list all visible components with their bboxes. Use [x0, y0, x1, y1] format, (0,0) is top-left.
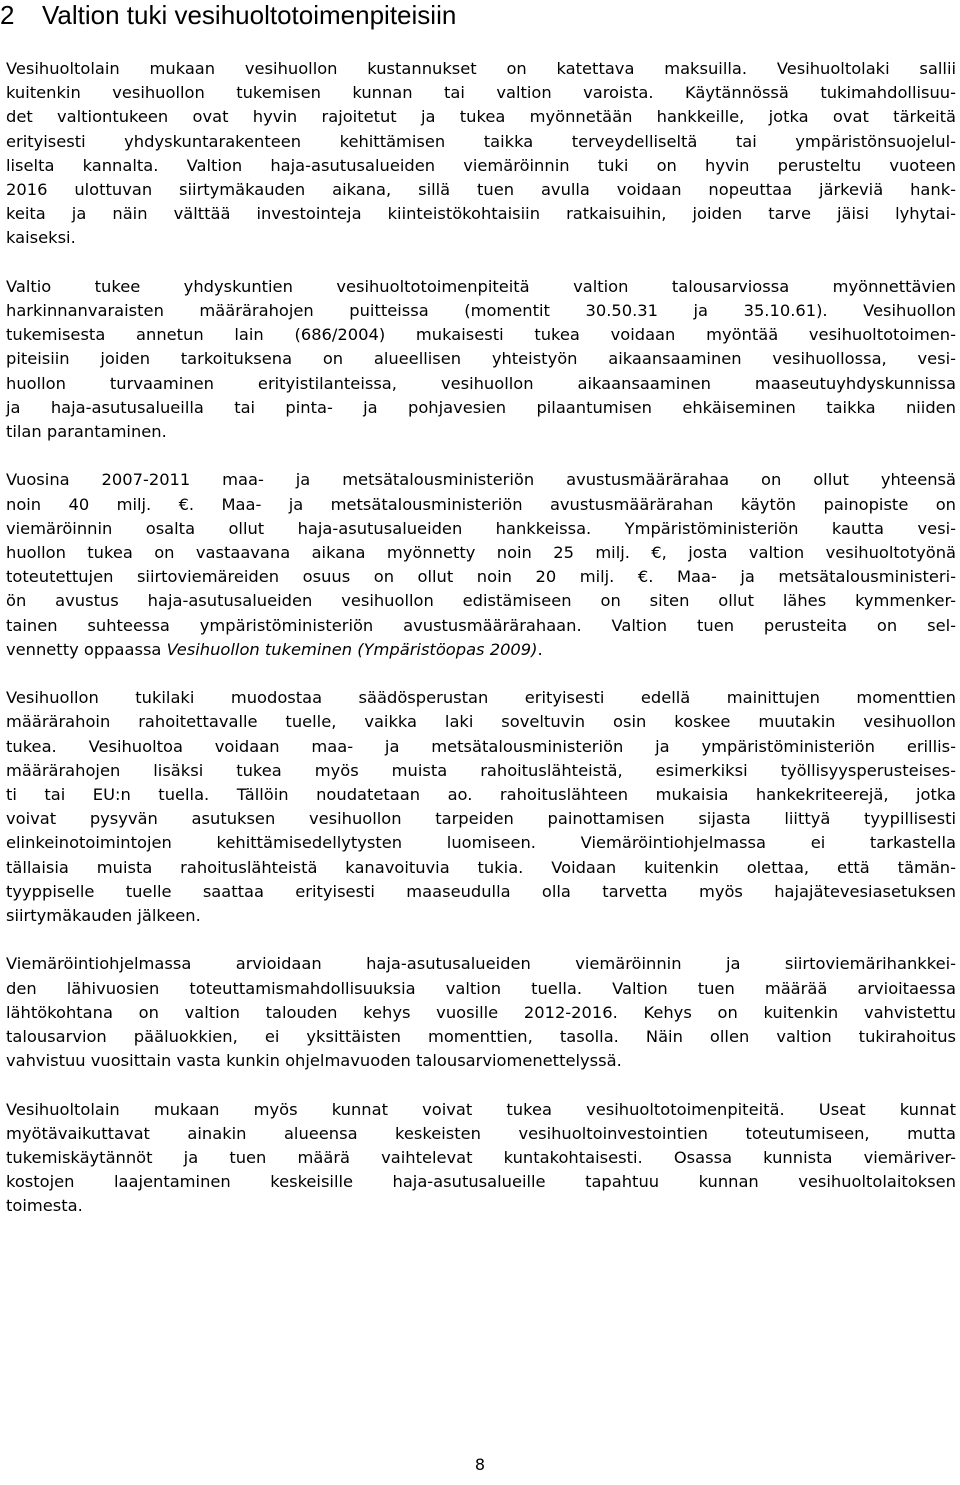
text-line: Valtio tukee yhdyskuntien vesihuoltotoimenpiteitä valtion talousarviossa myönnettävien	[6, 276, 956, 296]
paragraph-3	[6, 468, 956, 662]
text-line: huollon tukea on vastaavana aikana myönnetty noin 25 milj. €, josta valtion vesihuoltotyönä	[6, 543, 956, 563]
text-line: ön avustus haja-asutusalueiden vesihuollon edistämiseen on siten ollut lähes kymmenker-	[6, 591, 956, 611]
text-line: talousarvion pääluokkien, ei yksittäisten momenttien, tasolla. Näin ollen valtion tukirahoitus	[6, 1027, 956, 1047]
text-line: siirtymäkauden jälkeen.	[6, 906, 201, 926]
paragraph-5	[6, 952, 956, 1073]
text-line: Viemäröintiohjelmassa arvioidaan haja-asutusalueiden viemäröinnin ja siirtoviemärihankkei-	[6, 954, 956, 974]
publication-title: Vesihuollon tukeminen (Ympäristöopas 2009)	[166, 639, 538, 659]
text-line: lähtökohtana on valtion talouden kehys vuosille 2012-2016. Kehys on kuitenkin vahvistettu	[6, 1002, 956, 1022]
text-line: tainen suhteessa ympäristöministeriön avustusmäärärahaan. Valtion tuen perusteita on sel-	[6, 615, 956, 635]
text-line: kuitenkin vesihuollon tukemisen kunnan tai valtion varoista. Käytännössä tukimahdollisuu-	[6, 83, 956, 103]
text-line: Vesihuoltolain mukaan myös kunnat voivat tukea vesihuoltotoimenpiteitä. Useat kunnat	[6, 1099, 956, 1119]
text-line: määrärahojen lisäksi tukea myös muista rahoituslähteistä, esimerkiksi työllisyysperusteises-	[6, 760, 956, 780]
text-line: piteisiin joiden tarkoituksena on alueellisen yhteistyön aikaansaaminen vesihuollossa, vesi-	[6, 349, 956, 369]
text-line: tällaisia muista rahoituslähteistä kanavoituvia tukia. Voidaan kuitenkin olettaa, että tämän-	[6, 857, 956, 877]
paragraph-6	[6, 1098, 956, 1219]
text-segment: .	[537, 639, 543, 659]
text-line: Vesihuollon tukilaki muodostaa säädösperustan erityisesti edellä mainittujen momenttien	[6, 688, 956, 708]
text-line: myötävaikuttavat ainakin alueensa keskeisten vesihuoltoinvestointien toteutumiseen, mutta	[6, 1123, 956, 1143]
text-line: toimesta.	[6, 1196, 83, 1216]
text-line: tukea. Vesihuoltoa voidaan maa- ja metsätalousministeriön ja ympäristöministeriön erillis-	[6, 736, 956, 756]
text-line: tukemisesta annetun lain (686/2004) mukaisesti tukea voidaan myöntää vesihuoltotoimen-	[6, 325, 956, 345]
section-heading	[0, 0, 456, 30]
text-line: 2016 ulottuvan siirtymäkauden aikana, sillä tuen avulla voidaan nopeuttaa järkeviä hank-	[6, 180, 956, 200]
text-line: huollon turvaaminen erityistilanteissa, vesihuollon aikaansaaminen maaseutuyhdyskunnissa	[6, 373, 956, 393]
paragraph-2	[6, 275, 956, 444]
paragraph-4	[6, 686, 956, 928]
text-line: liselta kannalta. Valtion haja-asutusalueiden viemäröinnin tuki on hyvin perusteltu vuoteen	[6, 155, 956, 175]
text-line: kaiseksi.	[6, 228, 76, 248]
section-title: Valtion tuki vesihuoltotoimenpiteisiin	[42, 0, 457, 30]
text-line: det valtiontukeen ovat hyvin rajoitetut ja tukea myönnetään hankkeille, jotka ovat tärkeitä	[6, 107, 956, 127]
text-segment: vennetty oppaassa	[6, 639, 167, 659]
text-line: den lähivuosien toteuttamismahdollisuuksia valtion tuella. Valtion tuen määrää arvioitaessa	[6, 978, 956, 998]
document-body	[6, 57, 956, 1243]
text-line: voivat pysyvän asutuksen vesihuollon tarpeiden painottamisen sijasta liittyä tyypillisesti	[6, 809, 956, 829]
text-line: tyyppiselle tuelle saattaa erityisesti maaseudulla olla tarvetta myös hajajätevesiasetuksen	[6, 881, 956, 901]
text-line: harkinnanvaraisten määrärahojen puitteissa (momentit 30.50.31 ja 35.10.61). Vesihuollon	[6, 301, 956, 321]
text-line	[6, 638, 956, 662]
section-number: 2	[0, 0, 15, 30]
text-line: kostojen laajentaminen keskeisille haja-asutusalueille tapahtuu kunnan vesihuoltolaitoksen	[6, 1172, 956, 1192]
text-line: määrärahoin rahoitettavalle tuelle, vaikka laki soveltuvin osin koskee muutakin vesihuollon	[6, 712, 956, 732]
text-line: keita ja näin välttää investointeja kiinteistökohtaisiin ratkaisuihin, joiden tarve jäisi lyhytai-	[6, 204, 956, 224]
text-line: ja haja-asutusalueilla tai pinta- ja pohjavesien pilaantumisen ehkäiseminen taikka niiden	[6, 397, 956, 417]
text-line: noin 40 milj. €. Maa- ja metsätalousministeriön avustusmäärärahan käytön painopiste on	[6, 494, 956, 514]
text-line: elinkeinotoimintojen kehittämisedellytysten luomiseen. Viemäröintiohjelmassa ei tarkastella	[6, 833, 956, 853]
text-line: erityisesti yhdyskuntarakenteen kehittämisen taikka terveydelliseltä tai ympäristönsuojelul-	[6, 131, 956, 151]
text-line: vahvistuu vuosittain vasta kunkin ohjelmavuoden talousarviomenettelyssä.	[6, 1051, 622, 1071]
text-line: ti tai EU:n tuella. Tällöin noudatetaan ao. rahoituslähteen mukaisia hankekriteerejä, jotka	[6, 785, 956, 805]
text-line: viemäröinnin osalta ollut haja-asutusalueiden hankkeissa. Ympäristöministeriön kautta vesi-	[6, 518, 956, 538]
text-line: tilan parantaminen.	[6, 422, 167, 442]
text-line: toteutettujen siirtoviemäreiden osuus on ollut noin 20 milj. €. Maa- ja metsätalousministeri-	[6, 567, 956, 587]
text-line: Vuosina 2007-2011 maa- ja metsätalousministeriön avustusmäärärahaa on ollut yhteensä	[6, 470, 956, 490]
text-line: Vesihuoltolain mukaan vesihuollon kustannukset on katettava maksuilla. Vesihuoltolaki sallii	[6, 59, 956, 78]
page-number: 8	[474, 1455, 486, 1474]
paragraph-1	[6, 57, 956, 251]
text-line: tukemiskäytännöt ja tuen määrä vaihtelevat kuntakohtaisesti. Osassa kunnista viemäriver-	[6, 1148, 956, 1168]
